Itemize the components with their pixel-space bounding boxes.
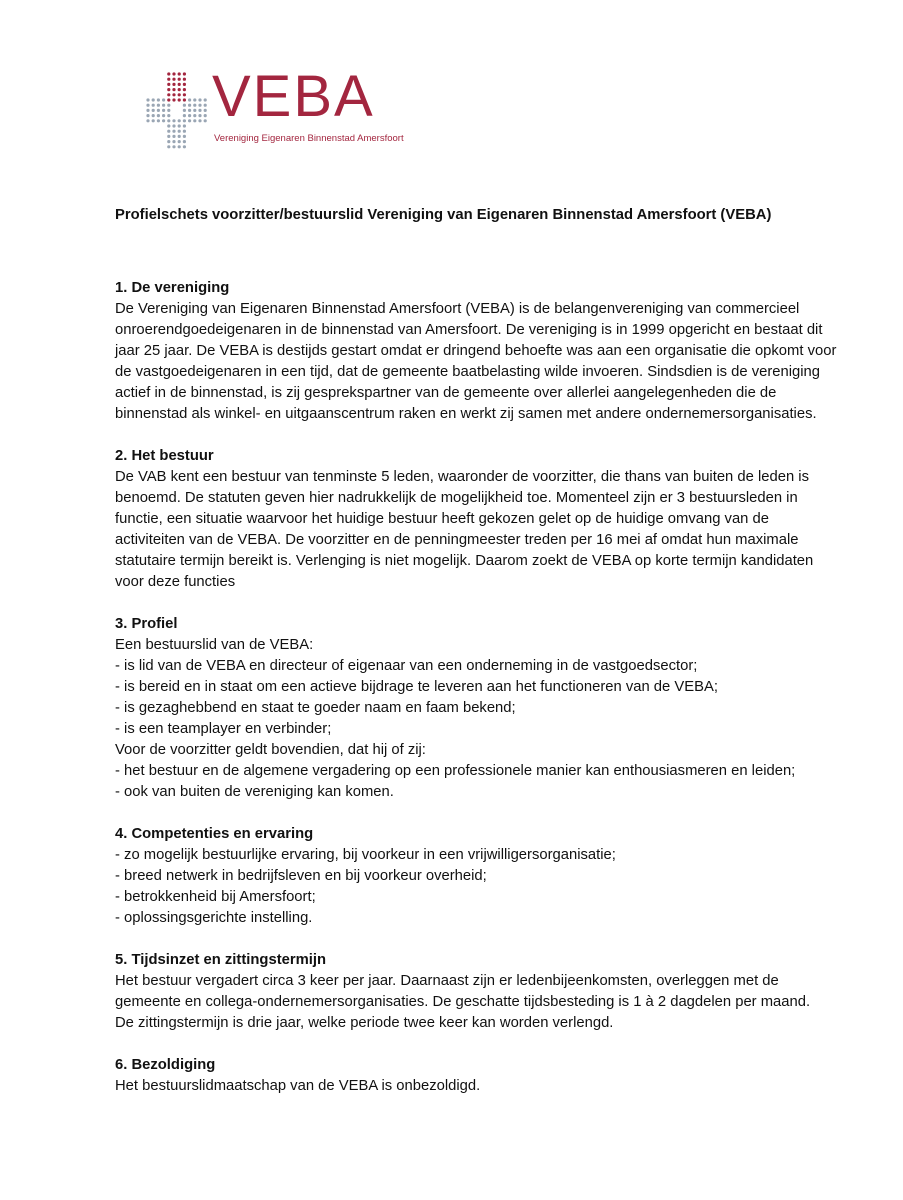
logo-dot bbox=[172, 78, 175, 81]
logo-dot bbox=[178, 93, 181, 96]
logo-dot bbox=[198, 109, 201, 112]
section-body: Het bestuur vergadert circa 3 keer per jaar. Daarnaast zijn er ledenbijeenkomsten, overleggen met de gemeente en collega-ondernemersorganisaties. De geschatte tijdsbesteding is 1 à 2 dagdelen per maand. bbox=[115, 973, 811, 1010]
logo-dot bbox=[204, 98, 207, 101]
dotted-cross-logo-mark bbox=[144, 70, 210, 150]
logo-dot bbox=[167, 140, 170, 143]
logo-dot bbox=[178, 78, 181, 81]
logo-dot bbox=[172, 130, 175, 133]
logo-dot bbox=[172, 83, 175, 86]
logo-dot bbox=[167, 145, 170, 148]
logo-dot bbox=[178, 83, 181, 86]
logo-dot bbox=[172, 119, 175, 122]
logo-dot bbox=[198, 114, 201, 117]
logo-dot bbox=[193, 104, 196, 107]
logo-subtitle: Vereniging Eigenaren Binnenstad Amersfoort bbox=[214, 133, 404, 144]
logo-dot bbox=[152, 109, 155, 112]
profile-list bbox=[115, 656, 840, 740]
logo-dot bbox=[183, 78, 186, 81]
section-heading: 1. De vereniging bbox=[115, 280, 230, 296]
logo-dot bbox=[172, 145, 175, 148]
profile-intro: Een bestuurslid van de VEBA: bbox=[115, 637, 314, 653]
logo-dot bbox=[178, 98, 181, 101]
list-item: - oplossingsgerichte instelling. bbox=[115, 908, 840, 929]
logo-dot bbox=[172, 88, 175, 91]
logo-dot bbox=[146, 119, 149, 122]
logo-dot bbox=[172, 93, 175, 96]
logo-dot bbox=[193, 119, 196, 122]
logo-dot bbox=[204, 104, 207, 107]
chair-list bbox=[115, 761, 840, 803]
logo-dot bbox=[172, 72, 175, 75]
logo-dot bbox=[152, 98, 155, 101]
logo-dot bbox=[167, 124, 170, 127]
logo-dot bbox=[167, 88, 170, 91]
logo-dot bbox=[157, 119, 160, 122]
section-tijdsinzet bbox=[115, 950, 840, 1034]
logo-dot bbox=[178, 119, 181, 122]
logo-dot bbox=[167, 78, 170, 81]
section-body: De Vereniging van Eigenaren Binnenstad Amersfoort (VEBA) is de belangenvereniging van commercieel onroerendgoedeigenaren in de binnenstad van Amersfoort. De vereniging is in 1999 opgericht en bestaat dit jaar 25 jaar. De VEBA is destijds gestart omdat er dringend behoefte was aan een organisatie die opkomt voor de vastgoedeigenaren in een tijd, dat de gemeente baatbelasting wilde invoeren. Sindsdien is de vereniging actief in de binnenstad, is zij gesprekspartner van de gemeente over allerlei aangelegenheden die de binnenstad als winkel- en uitgaanscentrum raken en werkt zij samen met andere ondernemersorganisaties. bbox=[115, 301, 837, 422]
logo-dot bbox=[167, 119, 170, 122]
logo-dot bbox=[183, 72, 186, 75]
document-title: Profielschets voorzitter/bestuurslid Vereniging van Eigenaren Binnenstad Amersfoort (VEBA) bbox=[115, 207, 772, 223]
logo-name: VEBA bbox=[212, 64, 375, 129]
section-heading: 6. Bezoldiging bbox=[115, 1057, 216, 1073]
logo-dot bbox=[167, 109, 170, 112]
section-heading: 2. Het bestuur bbox=[115, 448, 214, 464]
logo-dot bbox=[178, 124, 181, 127]
logo-dot bbox=[178, 88, 181, 91]
list-item: - betrokkenheid bij Amersfoort; bbox=[115, 887, 840, 908]
logo-dot bbox=[157, 109, 160, 112]
logo-dot bbox=[183, 98, 186, 101]
list-item: - is een teamplayer en verbinder; bbox=[115, 719, 840, 740]
logo-dot bbox=[157, 104, 160, 107]
logo-dot bbox=[167, 98, 170, 101]
logo-dot bbox=[183, 124, 186, 127]
logo-dot bbox=[172, 140, 175, 143]
logo-dot bbox=[183, 114, 186, 117]
logo-dot bbox=[178, 135, 181, 138]
section-bezoldiging bbox=[115, 1055, 840, 1097]
section-vereniging bbox=[115, 278, 840, 425]
logo-dot bbox=[193, 109, 196, 112]
logo-dot bbox=[204, 119, 207, 122]
logo-dot bbox=[193, 114, 196, 117]
logo-dot bbox=[162, 119, 165, 122]
section-body: Het bestuurslidmaatschap van de VEBA is onbezoldigd. bbox=[115, 1078, 481, 1094]
logo-dot bbox=[162, 104, 165, 107]
veba-logo bbox=[144, 64, 404, 150]
logo-dot bbox=[183, 130, 186, 133]
logo-dot bbox=[198, 119, 201, 122]
logo-dot bbox=[172, 124, 175, 127]
competencies-list bbox=[115, 845, 840, 929]
logo-dot bbox=[157, 114, 160, 117]
logo-dot bbox=[167, 72, 170, 75]
section-heading: 4. Competenties en ervaring bbox=[115, 826, 314, 842]
section-competenties bbox=[115, 824, 840, 929]
logo-dot bbox=[178, 72, 181, 75]
logo-dot bbox=[167, 83, 170, 86]
logo-dot bbox=[167, 93, 170, 96]
logo-dot bbox=[167, 114, 170, 117]
logo-dot bbox=[188, 114, 191, 117]
logo-dot bbox=[167, 135, 170, 138]
list-item: - is bereid en in staat om een actieve bijdrage te leveren aan het functioneren van de VEBA; bbox=[115, 677, 840, 698]
logo-dot bbox=[152, 114, 155, 117]
logo-dot bbox=[146, 98, 149, 101]
list-item: - is gezaghebbend en staat te goeder naam en faam bekend; bbox=[115, 698, 840, 719]
section-bestuur bbox=[115, 446, 840, 593]
logo-dot bbox=[162, 114, 165, 117]
logo-dot bbox=[188, 109, 191, 112]
list-item: - is lid van de VEBA en directeur of eigenaar van een onderneming in de vastgoedsector; bbox=[115, 656, 840, 677]
logo-dot bbox=[183, 145, 186, 148]
logo-dot bbox=[188, 119, 191, 122]
section-body: De zittingstermijn is drie jaar, welke periode twee keer kan worden verlengd. bbox=[115, 1015, 614, 1031]
logo-dot bbox=[167, 130, 170, 133]
logo-dot bbox=[162, 98, 165, 101]
logo-dot bbox=[157, 98, 160, 101]
logo-dot bbox=[183, 104, 186, 107]
logo-dot bbox=[188, 104, 191, 107]
list-item: - breed netwerk in bedrijfsleven en bij voorkeur overheid; bbox=[115, 866, 840, 887]
logo-dot bbox=[146, 114, 149, 117]
logo-dot bbox=[183, 119, 186, 122]
logo-dot bbox=[183, 109, 186, 112]
list-item: - het bestuur en de algemene vergadering op een professionele manier kan enthousiasmeren en leiden; bbox=[115, 761, 840, 782]
logo-dot bbox=[204, 114, 207, 117]
logo-dot bbox=[183, 135, 186, 138]
logo-dot bbox=[198, 104, 201, 107]
logo-dot bbox=[178, 130, 181, 133]
logo-dot bbox=[178, 145, 181, 148]
logo-dot bbox=[146, 109, 149, 112]
logo-dot bbox=[152, 119, 155, 122]
logo-dot bbox=[193, 98, 196, 101]
logo-dot bbox=[183, 93, 186, 96]
logo-dot bbox=[162, 109, 165, 112]
logo-dot bbox=[183, 83, 186, 86]
section-body: De VAB kent een bestuur van tenminste 5 leden, waaronder de voorzitter, die thans van buiten de leden is benoemd. De statuten geven hier nadrukkelijk de mogelijkheid toe. Momenteel zijn er 3 bestuursleden in functie, een situatie waarvoor het huidige bestuur heeft gekozen gelet op de huidige omvang van de activiteiten van de VEBA. De voorzitter en de penningmeester treden per 16 mei af omdat hun maximale statutaire termijn bereikt is. Verlenging is niet mogelijk. Daarom zoekt de VEBA op korte termijn kandidaten voor deze functies bbox=[115, 469, 814, 590]
section-profiel bbox=[115, 614, 840, 803]
logo-dot bbox=[183, 140, 186, 143]
chair-intro: Voor de voorzitter geldt bovendien, dat hij of zij: bbox=[115, 742, 426, 758]
list-item: - ook van buiten de vereniging kan komen. bbox=[115, 782, 840, 803]
logo-dot bbox=[188, 98, 191, 101]
list-item: - zo mogelijk bestuurlijke ervaring, bij voorkeur in een vrijwilligersorganisatie; bbox=[115, 845, 840, 866]
logo-dot bbox=[172, 135, 175, 138]
logo-dot bbox=[204, 109, 207, 112]
logo-dot bbox=[183, 88, 186, 91]
logo-dot bbox=[146, 104, 149, 107]
logo-dot bbox=[178, 140, 181, 143]
document-body bbox=[115, 205, 840, 1118]
section-heading: 5. Tijdsinzet en zittingstermijn bbox=[115, 952, 327, 968]
logo-dot bbox=[152, 104, 155, 107]
logo-dot bbox=[198, 98, 201, 101]
logo-dot bbox=[172, 98, 175, 101]
section-heading: 3. Profiel bbox=[115, 616, 178, 632]
logo-dot bbox=[167, 104, 170, 107]
